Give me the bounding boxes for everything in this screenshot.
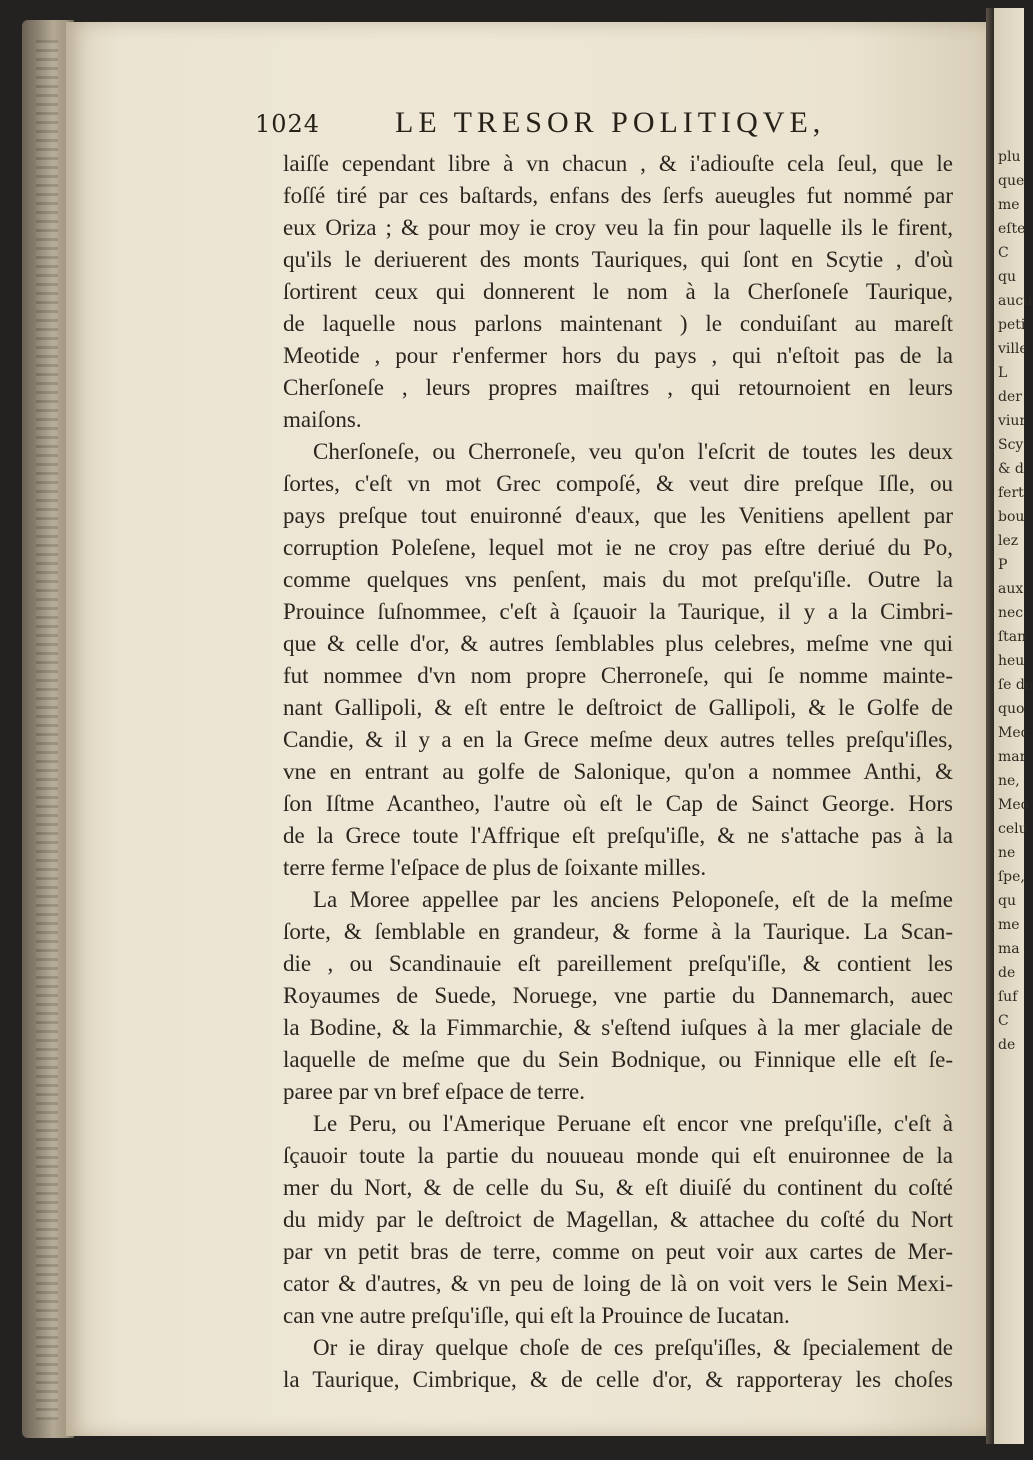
facing-page-fragment: nec <box>998 605 1024 621</box>
facing-page-fragment: de <box>998 1037 1016 1053</box>
facing-page-fragment: viur <box>998 413 1027 429</box>
facing-page-fragment: aucu <box>998 293 1033 309</box>
text-line: Meotide , pour r'enfermer hors du pays , qui n'eſtoit pas de la <box>283 343 953 368</box>
text-line: laquelle de meſme que du Sein Bodnique, ou Finnique elle eſt ſe- <box>283 1047 953 1072</box>
text-line: La Moree appellee par les anciens Peloponeſe, eſt de la meſme <box>313 887 953 912</box>
facing-page-fragment: plu <box>998 149 1021 165</box>
facing-page-fragment: heu <box>998 653 1025 669</box>
facing-page-fragment: quo <box>998 701 1025 717</box>
text-line: Royaumes de Suede, Noruege, vne partie du Dannemarch, auec <box>283 983 953 1008</box>
text-line: cator & d'autres, & vn peu de loing de là on voit vers le Sein Mexi- <box>283 1271 953 1296</box>
text-line: corruption Poleſene, lequel mot ie ne croy pas eſtre deriué du Po, <box>283 535 953 560</box>
text-line: ſon Iſtme Acantheo, l'autre où eſt le Cap de Sainct George. Hors <box>283 791 953 816</box>
text-line: Or ie diray quelque choſe de ces preſqu'iſles, & ſpecialement de <box>313 1335 953 1360</box>
facing-page-fragment: bou <box>998 509 1025 525</box>
text-line: fut nommee d'vn nom propre Cherroneſe, qui ſe nomme mainte- <box>283 663 953 688</box>
facing-page-fragment: P <box>998 557 1008 573</box>
facing-page-fragment: de <box>998 965 1016 981</box>
facing-page-edge <box>994 8 1033 1444</box>
text-line: ſorte, & ſemblable en grandeur, & forme à la Taurique. La Scan- <box>283 919 953 944</box>
facing-page-fragment: L <box>998 365 1008 381</box>
facing-page-fragment: ſpe, <box>998 869 1025 885</box>
page-header <box>255 106 875 146</box>
facing-page-fragment: Meo <box>998 797 1030 813</box>
facing-page-fragment: me <box>998 197 1020 213</box>
text-line: Candie, & il y a en la Grece meſme deux autres telles preſqu'iſles, <box>283 727 953 752</box>
text-line: la Taurique, Cimbrique, & de celle d'or, & rapporteray les choſes <box>283 1367 953 1392</box>
facing-page-fragment: celu <box>998 821 1028 837</box>
text-line: de la Grece toute l'Affrique eſt preſqu'iſle, & ne s'attache pas à la <box>283 823 953 848</box>
text-line: terre ferme l'eſpace de plus de ſoixante milles. <box>283 855 707 880</box>
page-edges <box>36 40 58 1420</box>
facing-page-fragment: aux <box>998 581 1024 597</box>
text-line: die , ou Scandinauie eſt pareillement preſqu'iſle, & contient les <box>283 951 953 976</box>
running-title: LE TRESOR POLITIQVE, <box>395 106 826 139</box>
facing-page-fragment: eſte <box>998 221 1026 237</box>
facing-page-fragment: C <box>998 245 1009 261</box>
facing-page-fragment: ne <box>998 845 1016 861</box>
text-line: eux Oriza ; & pour moy ie croy veu la fin pour laquelle ils le firent, <box>283 215 953 240</box>
facing-page-fragment: der <box>998 389 1022 405</box>
text-line: Cherſoneſe , leurs propres maiſtres , qui retournoient en leurs <box>283 375 953 400</box>
facing-page-fragment: ville <box>998 341 1028 357</box>
text-line: qu'ils le deriuerent des monts Tauriques, qui ſont en Scytie , d'où <box>283 247 953 272</box>
text-line: ſortirent ceux qui donnerent le nom à la Cherſoneſe Taurique, <box>283 279 953 304</box>
text-line: comme quelques vns penſent, mais du mot preſqu'iſle. Outre la <box>283 567 953 592</box>
facing-page-fragment: qu <box>998 269 1016 285</box>
facing-page-fragment: que <box>998 173 1025 189</box>
text-line: nant Gallipoli, & eſt entre le deſtroict de Gallipoli, & le Golfe de <box>283 695 953 720</box>
text-line: foſſé tiré par ces baſtards, enfans des ſerfs aueugles fut nommé par <box>283 183 953 208</box>
text-line: paree par vn bref eſpace de terre. <box>283 1079 585 1104</box>
facing-page-fragment: qu <box>998 893 1016 909</box>
facing-page-fragment: ne, <box>998 773 1020 789</box>
facing-page-fragment: ma <box>998 941 1020 957</box>
facing-page-fragment: fert <box>998 485 1024 501</box>
facing-page-fragment: ſe de <box>998 677 1033 693</box>
text-line: par vn petit bras de terre, comme on peut voir aux cartes de Mer- <box>283 1239 953 1264</box>
page-number: 1024 <box>255 110 321 138</box>
text-line: vne en entrant au golfe de Salonique, qu'on a nommee Anthi, & <box>283 759 953 784</box>
book-gutter <box>986 8 994 1444</box>
facing-page-fragment: Mec <box>998 725 1029 741</box>
text-line: maiſons. <box>283 407 362 432</box>
text-line: que & celle d'or, & autres ſemblables plus celebres, meſme vne qui <box>283 631 953 656</box>
facing-page-fragment: & d <box>998 461 1024 477</box>
facing-page-fragment: Scy <box>998 437 1024 453</box>
text-line: pays preſque tout enuironné d'eaux, que les Venitiens apellent par <box>283 503 953 528</box>
facing-page-fragment: me <box>998 917 1020 933</box>
text-line: de laquelle nous parlons maintenant ) le conduiſant au mareſt <box>283 311 953 336</box>
text-line: la Bodine, & la Fimmarchie, & s'eſtend iuſques à la mer glaciale de <box>283 1015 953 1040</box>
text-line: ſortes, c'eſt vn mot Grec compoſé, & veut dire preſque Iſle, ou <box>283 471 953 496</box>
body-text <box>283 148 953 1396</box>
facing-page-fragment: ſuf <box>998 989 1018 1005</box>
text-line: Le Peru, ou l'Amerique Peruane eſt encor vne preſqu'iſle, c'eſt à <box>313 1111 953 1136</box>
text-line: can vne autre preſqu'iſle, qui eſt la Prouince de Iucatan. <box>283 1303 790 1328</box>
facing-page-fragment: peti <box>998 317 1026 333</box>
facing-page-fragment: mar <box>998 749 1027 765</box>
facing-page-fragment: lez <box>998 533 1019 549</box>
text-line: ſçauoir toute la partie du nouueau monde qui eſt enuironnee de la <box>283 1143 953 1168</box>
text-line: mer du Nort, & de celle du Su, & eſt diuiſé du continent du coſté <box>283 1175 953 1200</box>
facing-page-fragment: C <box>998 1013 1009 1029</box>
text-line: laiſſe cependant libre à vn chacun , & i'adiouſte cela ſeul, que le <box>283 151 953 176</box>
text-line: du midy par le deſtroict de Magellan, & attachee du coſté du Nort <box>283 1207 953 1232</box>
text-line: Cherſoneſe, ou Cherroneſe, veu qu'on l'eſcrit de toutes les deux <box>313 439 953 464</box>
text-line: Prouince ſuſnommee, c'eſt à ſçauoir la Taurique, il y a la Cimbri- <box>283 599 953 624</box>
facing-page-fragment: ſtan <box>998 629 1027 645</box>
